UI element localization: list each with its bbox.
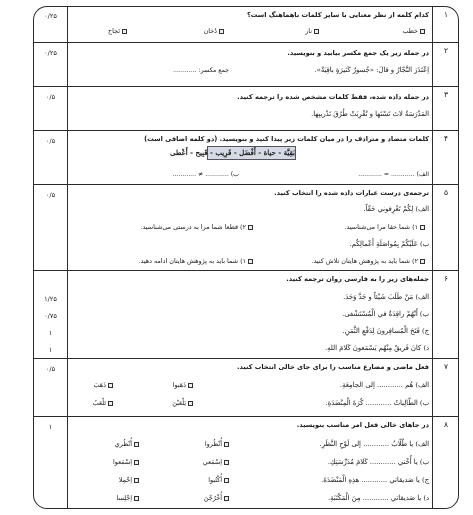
blank-line-a: الف) هُم ............ إلى الجامِعَةِ. [339, 381, 429, 389]
question-prompt: فعل ماضی و مضارع مناسب را برای جای خالی انتخاب کنید. [236, 363, 429, 371]
checkbox-icon[interactable] [134, 460, 139, 465]
question-score-d: ۱ [48, 346, 53, 354]
blank-line-a: الف) يا طُلّابُ ............ إلى لَوْحِ النَّظَرِ. [319, 440, 429, 448]
question-score-a: ۱/۲۵ [44, 295, 57, 303]
option-b2[interactable]: تَلْعَبُ [93, 399, 113, 407]
translate-line-b: ب) أَنْهُمْ راقِدَةٌ في الْمُسْتَشْفى. [342, 310, 429, 318]
question-score: ۰/۲۵ [44, 12, 57, 20]
question-prompt: کدام کلمه از نظر معنایی با سایر کلمات ناهماهنگ است؟ [246, 11, 429, 19]
checkbox-icon[interactable] [134, 496, 139, 501]
option-a2[interactable]: ۲) قطعا شما مرا به درستی می‌شناسید. [140, 223, 253, 231]
checkbox-icon[interactable] [224, 478, 229, 483]
question-prompt: در جمله داده شده، فقط کلمات مشخص شده را ترجمه کنید. [237, 93, 429, 101]
checkbox-icon[interactable] [134, 478, 139, 483]
blank-line-b: ب) الطّالِباتُ ............ كُرَةَ الْمِنْضَدَةِ. [325, 399, 429, 407]
sentence-b: ب) عَلَيْكُمْ بِمُواصَلَةِ أَعْمالِكُم. [349, 240, 429, 248]
blank-line-d: د) يا صَديقاتي ............ مِنَ الْمَكْتَبَةِ. [327, 494, 429, 502]
option-c2[interactable]: اِحْمِلا [119, 476, 139, 484]
question-sentence: اِعْتَذَرَ التَّجّارُ و قالَ: «جُسورُ كَثيرَةٍ باقِيَةٌ». [314, 66, 429, 74]
option-b1[interactable]: ۲) شما باید به پژوهش هایتان تلاش کنید. [312, 257, 425, 265]
question-prompt: جمله‌های زیر را به فارسی روان ترجمه کنید. [286, 275, 429, 283]
question-score: ۱ [48, 423, 53, 431]
option-b2[interactable]: ۱) شما باید به پژوهش هایتان ادامه دهید. [138, 257, 253, 265]
question-prompt: در جاهای خالی فعل امر مناسب بنویسید. [296, 421, 429, 429]
question-prompt: در جمله زیر یک جمع مکسر بیابید و بنویسید. [287, 49, 429, 57]
question-score: ۰/۵ [45, 93, 56, 101]
translate-line-c: ج) فَتَحَ الْمُسافِرونَ لِدَفْعِ الثَّمَنِ. [342, 327, 429, 335]
question-sentence: المَدْرَسَةُ لاتَ تَسْتَها و تُقْرِبَتْ طُرُقَ تَدْريبِها. [311, 110, 429, 118]
question-7 [34, 359, 458, 417]
question-score: ۰/۵ [45, 137, 56, 145]
question-number: ۶ [443, 274, 449, 283]
word-bank-box: بَقِيَّة - حياة - أَفْضَل - قَرِيب - قَبِيح - أَعْطى [207, 146, 296, 160]
translate-line-d: د) كانَ فَريقٌ مِنْهُم يَسْمَعونَ كَلامَ اللهِ. [324, 344, 429, 352]
question-number: ۱ [443, 10, 449, 19]
translate-line-a: الف) مَنْ طَلَبَ شَيْئاً و جَدَّ وَجَدَ. [343, 293, 429, 301]
checkbox-icon[interactable] [248, 259, 253, 264]
question-number: ۲ [443, 46, 449, 55]
question-number: ۷ [443, 362, 449, 371]
option-1[interactable]: خطب [403, 27, 425, 35]
checkbox-icon[interactable] [224, 460, 229, 465]
checkbox-icon[interactable] [188, 401, 193, 406]
question-score: ۰/۲۵ [44, 49, 57, 57]
checkbox-icon[interactable] [108, 401, 113, 406]
question-number: ۳ [443, 90, 449, 99]
option-a1[interactable]: أُنْظُروا [205, 440, 229, 448]
option-3[interactable]: دُخان [204, 27, 224, 35]
answer-line-b[interactable]: ب) ............ ≠ ............ [172, 171, 239, 178]
blank-line-c: ج) يا صَديقاتي ............ هذِهِ الْمَنْضَدَةَ. [321, 476, 429, 484]
checkbox-icon[interactable] [420, 29, 425, 34]
option-a2[interactable]: أُنْظُري [115, 440, 139, 448]
question-number: ۴ [443, 134, 449, 143]
checkbox-icon[interactable] [314, 29, 319, 34]
question-1 [34, 7, 458, 43]
option-a1[interactable]: ذَهَبوا [173, 381, 193, 389]
checkbox-icon[interactable] [420, 259, 425, 264]
checkbox-icon[interactable] [122, 29, 127, 34]
answer-line-a[interactable]: الف) ............ = ............ [358, 171, 429, 178]
checkbox-icon[interactable] [219, 29, 224, 34]
checkbox-icon[interactable] [134, 442, 139, 447]
checkbox-icon[interactable] [224, 442, 229, 447]
exam-frame [33, 6, 459, 509]
question-score-c: ۱ [48, 329, 53, 337]
checkbox-icon[interactable] [420, 225, 425, 230]
checkbox-icon[interactable] [248, 225, 253, 230]
question-6 [34, 271, 458, 359]
question-number: ۸ [443, 420, 449, 429]
checkbox-icon[interactable] [108, 383, 113, 388]
blank-line-b: ب) يا أُخْتي ............ كَلامَ مُدَرِّسَتِكِ. [327, 458, 429, 466]
checkbox-icon[interactable] [188, 383, 193, 388]
option-b1[interactable]: يَلْعَبْنَ [172, 399, 193, 407]
option-4[interactable]: نَجاح [108, 27, 127, 35]
sentence-a: الف) لِكُمْ تَعْرِفوني حَقّاً. [363, 205, 429, 213]
question-score: ۰/۵ [45, 365, 56, 373]
option-a1[interactable]: ۱) شما حقا مرا می‌شناسید. [344, 223, 425, 231]
question-prompt: ترجمه‌ی درست عبارات داده شده را انتخاب کنید. [274, 189, 429, 197]
option-b2[interactable]: اِسْمَعوا [113, 458, 139, 466]
question-score: ۰/۵ [45, 191, 56, 199]
option-b1[interactable]: اِسْمَعي [203, 458, 229, 466]
question-2 [34, 43, 458, 87]
question-number: ۵ [443, 188, 449, 197]
option-2[interactable]: نار [305, 27, 319, 35]
answer-blank[interactable]: جمع مکسر: ............ [173, 67, 229, 74]
option-a2[interactable]: ذَهَبَ [94, 381, 114, 389]
option-d1[interactable]: أُخْرُجْنَ [204, 494, 229, 502]
question-4 [34, 131, 458, 185]
question-3 [34, 87, 458, 131]
question-8 [34, 417, 458, 509]
question-prompt: کلمات متضاد و مترادف را در میان کلمات زیر پیدا کنید و بنویسید. (دو کلمه اضافی است) [144, 135, 429, 143]
option-d2[interactable]: اِجْلِسا [117, 494, 140, 502]
question-score-b: ۰/۷۵ [44, 312, 57, 320]
checkbox-icon[interactable] [224, 496, 229, 501]
option-c1[interactable]: أُكْتُبوا [208, 476, 229, 484]
question-5 [34, 185, 458, 271]
